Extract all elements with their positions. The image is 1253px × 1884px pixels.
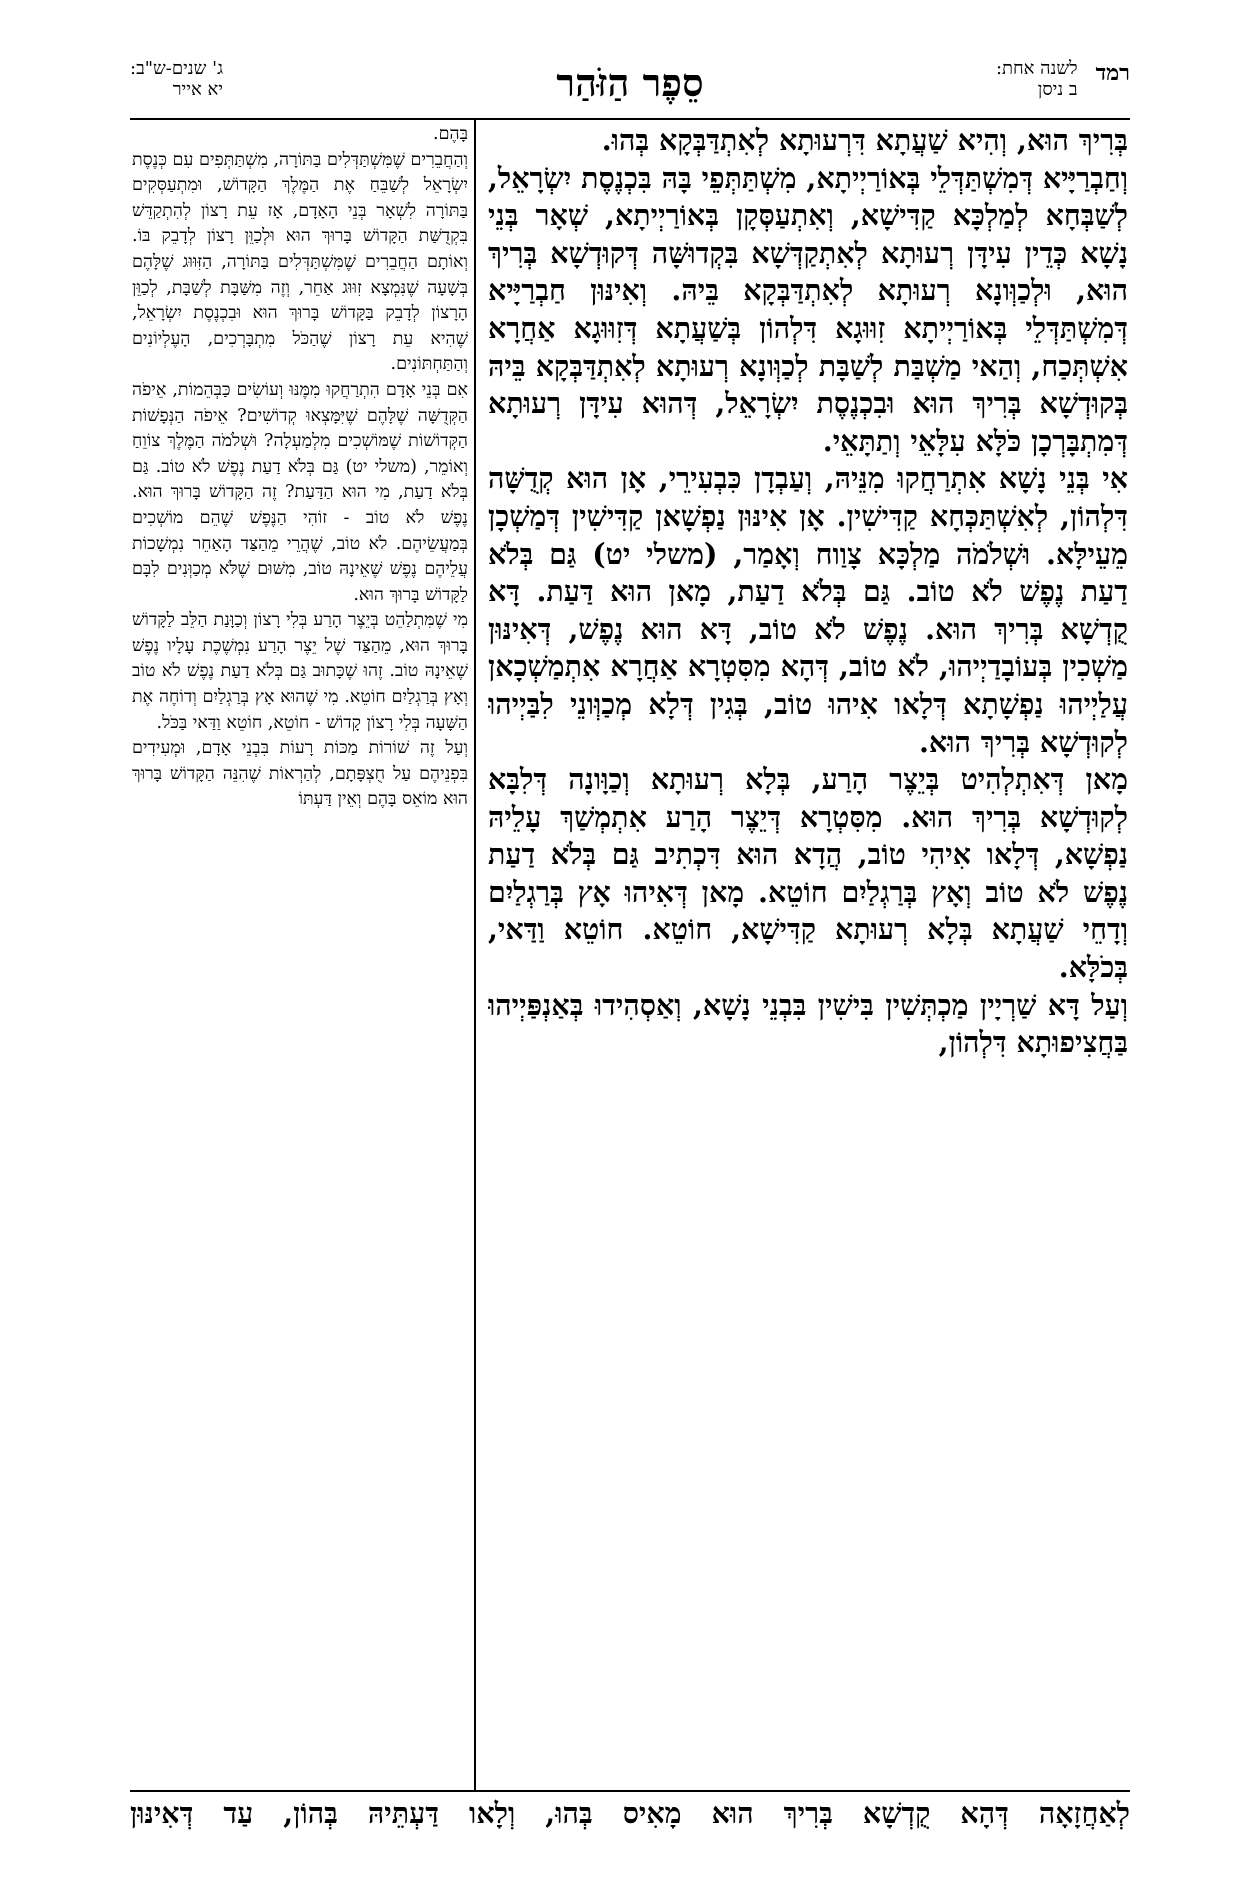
aramaic-paragraph: בְּרִיךְ הוּא, וְהִיא שַׁעֲתָא דִּרְעוּתָא לְאִתְדַּבְּקָא בְּהוּ.	[601, 123, 1128, 157]
aramaic-paragraph: מָאן דְּאִתְלְהִיט בְּיֵצֶר הָרַע, בְּלָא רְעוּתָא וְכַוָּונָה דְּלִבָּא לְקוּדְשָׁא בְּרִיךְ הוּא. מִסִּטְרָא דְּיֵצֶר הָרַע אִתְמְשַׁךְ עָלֵיהּ נַפְשָׁא, דְּלָאו אִיהִי טוֹב, הֲדָא הוּא דִּכְתִיב גַּם בְּלֹא דַעַת נֶפֶשׁ לֹא טוֹב וְאָץ בְּרַגְלַיִם חוֹטֵא. מָאן דְּאִיהוּ אָץ בְּרַגְלַיִם וְדָחֵי שַׁעֲתָא בְּלָא רְעוּתָא קַדִּישָׁא, חוֹטֵא. חוֹטֵא וַדַּאי, בְּכֹלָּא.	[488, 762, 1128, 985]
aramaic-paragraph: וְעַל דָּא שַׁרְיָין מַכְתְּשִׁין בִּישִׁין בִּבְנֵי נָשָׁא, וְאַסְהִידוּ בְּאַנְפַּיְיהוּ בַּחֲצִיפוּתָא דִּלְהוֹן,	[488, 987, 1128, 1060]
aramaic-text-column	[488, 122, 1128, 1787]
schedule-three-years-date: יא אייר	[172, 79, 224, 100]
book-title: סֵפֶר הַזֹּהַר	[556, 60, 704, 105]
hebrew-translation-column	[132, 122, 468, 1787]
full-width-bottom-line: לְאַחֲזָאָה דְּהָא קֻדְשָׁא בְּרִיךְ הוּא מָאִיס בְּהוּ, וְלָאו דַּעְתֵּיהּ בְּהוֹן, עַד דְּאִינּוּן	[130, 1796, 1130, 1830]
aramaic-paragraph: אִי בְּנֵי נָשָׁא אִתְרַחֲקוּ מִנֵּיהּ, וְעַבְדָן כִּבְעִירֵי, אָן הוּא קְדֻשָּׁה דִּלְהוֹן, לְאִשְׁתַּכְּחָא קַדִּישִׁין. אָן אִינּוּן נַפְשָׁאן קַדִּישִׁין דְּמַשְׁכָן מֵעֵילָּא. וּשְׁלֹמֹה מַלְכָּא צָוַוח וְאָמַר, (משלי יט) גַּם בְּלֹא דַעַת נֶפֶשׁ לֹא טוֹב. גַּם בְּלֹא דַעַת, מָאן הוּא דַּעַת. דָּא קֻדְשָׁא בְּרִיךְ הוּא. נֶפֶשׁ לֹא טוֹב, דָּא הוּא נֶפֶשׁ, דְּאִינּוּן מַשְׁכִין בְּעוֹבָדַיְיהוּ, לֹא טוֹב, דְּהָא מִסִּטְרָא אַחֲרָא אִתְמַשְׁכָאן עֲלַיְיהוּ נַפְשָׁתָא דְּלָאו אִיהוּ טוֹב, בְּגִין דְּלָא מְכַוְּונֵי לִבַּיְיהוּ לְקוּדְשָׁא בְּרִיךְ הוּא.	[488, 461, 1128, 759]
schedule-three-years-label: ג' שנים-ש"ב:	[130, 58, 224, 79]
column-divider	[474, 118, 476, 1790]
translation-paragraph: אִם בְּנֵי אָדָם הִתְרַחֲקוּ מִמֶּנּוּ וְעוֹשִׂים כַּבְּהֵמוֹת, אֵיפֹה הַקְּדֻשָּׁה שֶׁלָּהֶם שֶׁיִּמָּצְאוּ קְדוֹשִׁים? אֵיפֹה הַנְּפָשׁוֹת הַקְּדוֹשׁוֹת שֶׁמּוֹשְׁכִים מִלְמַעְלָה? וּשְׁלֹמֹה הַמֶּלֶךְ צוֹוֵחַ וְאוֹמֵר, (משלי יט) גַּם בְּלֹא דַעַת נֶפֶשׁ לֹא טוֹב. גַּם בְּלֹא דַעַת, מִי הוּא הַדַּעַת? זֶה הַקָּדוֹשׁ בָּרוּךְ הוּא. נֶפֶשׁ לֹא טוֹב - זוֹהִי הַנֶּפֶשׁ שֶׁהֵם מוֹשְׁכִים בְּמַעֲשֵׂיהֶם. לֹא טוֹב, שֶׁהֲרֵי מֵהַצַּד הָאַחֵר נִמְשָׁכוֹת עֲלֵיהֶם נֶפֶשׁ שֶׁאֵינָהּ טוֹב, מִשּׁוּם שֶׁלֹּא מְכַוְּנִים לִבָּם לַקָּדוֹשׁ בָּרוּךְ הוּא.	[132, 379, 468, 605]
bottom-divider	[130, 1790, 1130, 1792]
reading-schedule-three-years	[130, 58, 223, 100]
translation-paragraph: בָּהֶם.	[433, 124, 468, 144]
translation-paragraph: מִי שֶׁמִּתְלַהֵט בְּיֵצֶר הָרַע בְּלִי רָצוֹן וְכַוָּנַת הַלֵּב לַקָּדוֹשׁ בָּרוּךְ הוּא, מֵהַצַּד שֶׁל יֵצֶר הָרַע נִמְשֶׁכֶת עָלָיו נֶפֶשׁ שֶׁאֵינָהּ טוֹב. זֶהוּ שֶׁכָּתוּב גַּם בְּלֹא דַעַת נֶפֶשׁ לֹא טוֹב וְאָץ בְּרַגְלַיִם חוֹטֵא. מִי שֶׁהוּא אָץ בְּרַגְלַיִם וְדוֹחֶה אֶת הַשָּׁעָה בְּלִי רָצוֹן קָדוֹשׁ - חוֹטֵא, חוֹטֵא וַדַּאי בַּכֹּל.	[132, 610, 468, 733]
aramaic-paragraph: וְחַבְרַיָּיא דְּמִשְׁתַּדְּלֵי בְּאוֹרַיְיתָא, מִשְׁתַּתְּפֵי בָּהּ בִּכְנֶסֶת יִשְׂרָאֵל, לְשַׁבְּחָא לְמַלְכָּא קַדִּישָׁא, וְאִתְעַסְּקָן בְּאוֹרַיְיתָא, שְׁאָר בְּנֵי נָשָׁא כְּדֵין עִידָּן רְעוּתָא לְאִתְקַדְּשָׁא בִּקְדוּשָּׁה דְּקוּדְשָׁא בְּרִיךְ הוּא, וּלְכַוְּונָא רְעוּתָא לְאִתְדַּבְּקָא בֵּיהּ. וְאִינּוּן חַבְרַיָּיא דְּמִשְׁתַּדְּלֵי בְּאוֹרַיְיתָא זִוּוּגָא דִּלְהוֹן בְּשַׁעֲתָא דְּזִוּוּגָא אַחֲרָא אִשְׁתְּכַח, וְהַאי מַשְׁבַּת לְשַׁבָּת לְכַוְּונָא רְעוּתָא לְאִתְדַּבְּקָא בֵּיהּ בְּקוּדְשָׁא בְּרִיךְ הוּא וּבִכְנֶסֶת יִשְׂרָאֵל, דְּהוּא עִידָּן רְעוּתָא דְּמִתְבָּרְכָן כֹּלָּא עִלָּאֵי וְתַתָּאֵי.	[488, 160, 1128, 458]
translation-paragraph: וְעַל זֶה שׁוֹרוֹת מַכּוֹת רָעוֹת בִּבְנֵי אָדָם, וּמְעִידִים בִּפְנֵיהֶם עַל חֻצְפָּתָם, לְהַרְאוֹת שֶׁהִנֵּה הַקָּדוֹשׁ בָּרוּךְ הוּא מוֹאֵס בָּהֶם וְאֵין דַּעְתּוֹ	[132, 738, 468, 810]
schedule-one-year-label: לשנה אחת:	[995, 58, 1078, 79]
schedule-one-year-date: ב ניסן	[1037, 79, 1078, 100]
translation-paragraph: וְהַחֲבֵרִים שֶׁמִּשְׁתַּדְּלִים בַּתּוֹרָה, מִשְׁתַּתְּפִים עִם כְּנֶסֶת יִשְׂרָאֵל לְשַׁבֵּחַ אֶת הַמֶּלֶךְ הַקָּדוֹשׁ, וּמִתְעַסְּקִים בַּתּוֹרָה לִשְׁאָר בְּנֵי הָאָדָם, אָז עֵת רָצוֹן לְהִתְקַדֵּשׁ בִּקְדֻשַּׁת הַקָּדוֹשׁ בָּרוּךְ הוּא וּלְכַוֵּן רָצוֹן לְדָבֵק בּוֹ. וְאוֹתָם הַחֲבֵרִים שֶׁמִּשְׁתַּדְּלִים בַּתּוֹרָה, הַזִּוּוּג שֶׁלָּהֶם בְּשָׁעָה שֶׁנִּמְצָא זִוּוּג אַחֵר, וְזֶה מִשַּׁבָּת לְשַׁבָּת, לְכַוֵּן הָרָצוֹן לְדָבֵק בַּקָּדוֹשׁ בָּרוּךְ הוּא וּבִכְנֶסֶת יִשְׂרָאֵל, שֶׁהִיא עֵת רָצוֹן שֶׁהַכֹּל מִתְבָּרְכִים, הָעֶלְיוֹנִים וְהַתַּחְתּוֹנִים.	[132, 149, 468, 375]
page-header	[130, 58, 1130, 118]
header-divider	[130, 118, 1130, 120]
page-number: רמד	[1095, 60, 1130, 86]
